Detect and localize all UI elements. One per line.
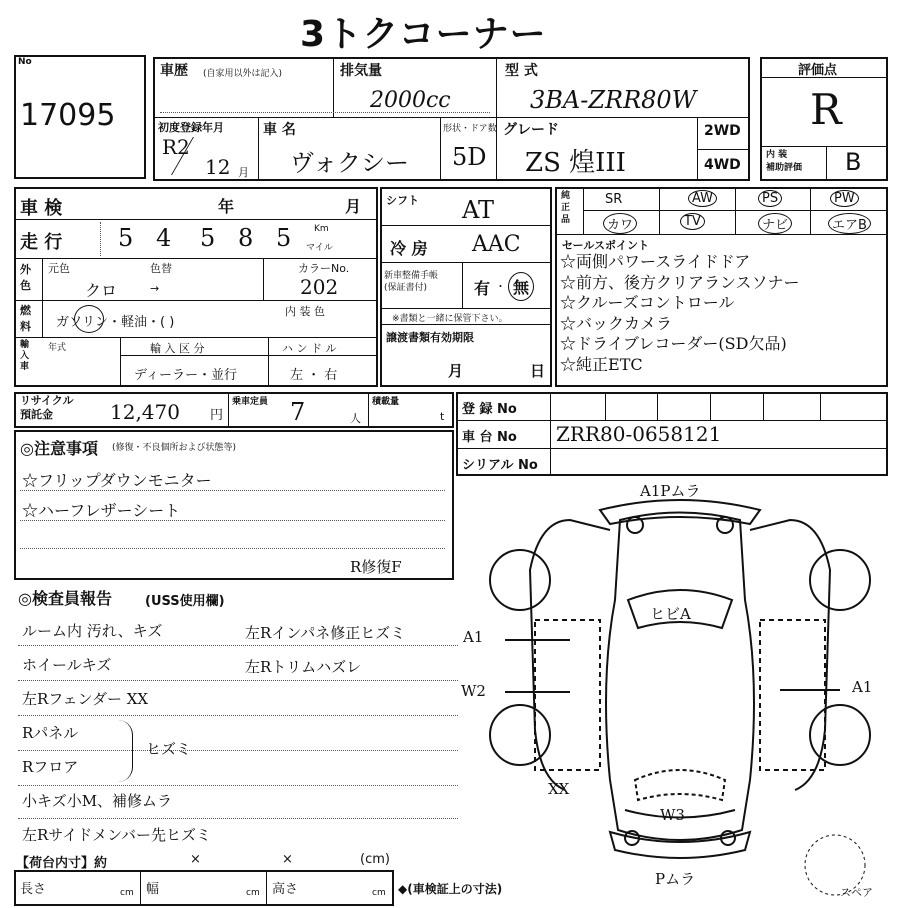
equip-pw: PW — [830, 190, 859, 207]
drive-2wd: 2WD — [704, 123, 741, 139]
mileage-digit: 5 — [200, 224, 216, 252]
diagram-bottom-note: Pムラ — [655, 870, 696, 888]
recycle-unit: 円 — [210, 408, 224, 423]
inspector-item: ホイールキズ — [22, 656, 112, 674]
notes-repair: R修復F — [350, 558, 402, 576]
doors-value: 5D — [452, 143, 487, 171]
aircon-value: AAC — [472, 232, 521, 257]
inspector-bracket-note: ヒズミ — [146, 740, 192, 758]
car-name-label: 車 名 — [263, 122, 296, 138]
inspector-item: 小キズ小M、補修ムラ — [22, 792, 173, 810]
transfer-label: 譲渡書類有効期限 — [386, 331, 474, 344]
number-value: 17095 — [20, 98, 116, 133]
inspector-item: 左Rサイドメンバー先ヒズミ — [22, 826, 212, 844]
equip-ps: PS — [758, 190, 782, 207]
serial-label: シリアル No — [462, 458, 538, 473]
inspector-sub: (USS使用欄) — [145, 594, 225, 609]
mileage-digits — [100, 222, 300, 256]
cargo-length-label: 長さ — [20, 882, 47, 897]
notes-sub: (修復・不良個所および状態等) — [112, 443, 237, 453]
diagram-left2: W2 — [461, 682, 486, 700]
drive-4wd: 4WD — [704, 157, 741, 173]
mileage-digit: 8 — [238, 224, 254, 252]
car-diagram — [460, 480, 899, 900]
shift-label: シフト — [386, 194, 419, 207]
mileage-digit: 5 — [276, 224, 292, 252]
handle-value: 左 ・ 右 — [290, 368, 338, 383]
diagram-right1: A1 — [852, 678, 873, 696]
grade-label: グレード — [503, 122, 559, 138]
history-label: 車歴 — [160, 63, 188, 79]
equip-tv: TV — [680, 213, 705, 230]
service-book-label: 新車整備手帳 (保証書付) — [384, 271, 439, 293]
sales-point-item: ☆ドライブレコーダー(SD欠品) — [560, 334, 787, 353]
service-book-note: ※書類と一緒に保管下さい。 — [392, 314, 508, 324]
chassis-label: 車 台 No — [462, 430, 517, 445]
first-reg-month: 12 — [205, 155, 231, 179]
notes-label: ◎注意事項 — [20, 439, 98, 458]
diagram-xx: XX — [548, 780, 570, 798]
cargo-height-label: 高さ — [272, 882, 299, 897]
sales-point-item: ☆純正ETC — [560, 354, 643, 374]
color-arrow: → — [150, 282, 160, 295]
history-sub: (自家用以外は記入) — [203, 69, 283, 79]
inspector-label: ◎検査員報告 — [18, 589, 112, 608]
first-reg-label: 初度登録年月 — [158, 121, 224, 134]
cargo-arrow-note: ◆(車検証上の寸法) — [398, 882, 503, 896]
transfer-day: 日 — [530, 362, 546, 380]
import-cat-label: 輸 入 区 分 — [150, 342, 205, 355]
inspector-item: Rフロア — [22, 758, 79, 776]
diagram-w3: W3 — [660, 806, 685, 824]
inspector-right-item: 左Rトリムハズレ — [245, 658, 362, 676]
color-orig-value: クロ — [85, 281, 118, 300]
sales-points-label: セールスポイント — [562, 239, 650, 252]
first-reg-year: R2 — [162, 135, 190, 159]
fuel-options: ガソリン・軽油・( ) — [56, 315, 175, 330]
capacity-value: 7 — [290, 398, 306, 426]
number-label: No — [18, 57, 32, 67]
car-name-value: ヴォクシー — [290, 149, 410, 177]
equip-sr: SR — [605, 192, 623, 207]
service-book-sep: ・ — [495, 280, 506, 293]
shift-value: AT — [462, 196, 495, 224]
inspector-item: ルーム内 汚れ、キズ — [22, 622, 163, 640]
model-label: 型 式 — [505, 63, 538, 79]
notes-item: ☆フリップダウンモニター — [22, 471, 212, 490]
grade-value: ZS 煌III — [525, 148, 626, 178]
interior-rating-label: 内 装 補助評価 — [766, 150, 803, 173]
load-unit: t — [440, 410, 445, 423]
cargo-box — [14, 870, 394, 906]
model-value: 3BA-ZRR80W — [530, 86, 697, 114]
cargo-height-cm: cm — [372, 888, 386, 898]
load-label: 積載量 — [372, 397, 400, 407]
cargo-unit: (cm) — [360, 852, 390, 867]
handle-label: ハ ン ド ル — [282, 342, 337, 355]
cargo-label: 【荷台内寸】約 — [16, 856, 108, 871]
recycle-value: 12,470 — [110, 400, 180, 424]
diagram-spare: スペア — [840, 886, 873, 899]
color-orig-label: 元色 — [48, 262, 70, 275]
sales-point-item: ☆両側パワースライドドア — [560, 252, 751, 271]
fuel-side-label: 燃 料 — [20, 304, 31, 333]
equipment-side-label: 純 正 品 — [561, 191, 571, 225]
color-change-label: 色替 — [150, 262, 172, 275]
rating-label: 評価点 — [798, 63, 838, 78]
diagram-top-note: A1Pムラ — [640, 482, 701, 500]
color-code-label: カラーNo. — [298, 262, 350, 275]
sales-points-list — [560, 252, 885, 375]
equip-leather: カワ — [603, 213, 637, 234]
capacity-label: 乗車定員 — [232, 397, 269, 407]
service-book-no: 無 — [508, 272, 534, 301]
sales-point-item: ☆バックカメラ — [560, 313, 673, 333]
sales-point-item: ☆クルーズコントロール — [560, 293, 735, 312]
inspection-year: 年 — [218, 197, 235, 216]
mileage-label: 走 行 — [20, 232, 63, 253]
cargo-x2: × — [282, 852, 293, 867]
aircon-label: 冷 房 — [390, 239, 428, 258]
inspection-month: 月 — [345, 197, 362, 216]
interior-rating-value: B — [845, 148, 862, 176]
cargo-width-label: 幅 — [146, 882, 160, 897]
sales-point-item: ☆前方、後方クリアランスソナー — [560, 272, 800, 292]
cargo-width-cm: cm — [246, 888, 260, 898]
recycle-label: リサイクル 預託金 — [20, 394, 74, 421]
first-reg-month-unit: 月 — [238, 166, 249, 179]
interior-color-label: 内 装 色 — [285, 305, 325, 318]
color-code-value: 202 — [300, 275, 339, 299]
import-year-label: 年式 — [48, 343, 67, 353]
notes-item: ☆ハーフレザーシート — [22, 501, 181, 520]
cargo-x1: × — [190, 852, 201, 867]
registration-label: 登 録 No — [462, 402, 517, 417]
mileage-digit: 5 — [118, 224, 134, 252]
doors-label: 形状・ドア数 — [443, 124, 497, 134]
mileage-unit-km: Km — [314, 224, 329, 234]
inspection-label: 車 検 — [20, 198, 63, 219]
transfer-month: 月 — [448, 362, 464, 380]
inspector-right-item: 左Rインパネ修正ヒズミ — [245, 624, 406, 642]
inspector-item: Rパネル — [22, 724, 79, 742]
chassis-value: ZRR80-0658121 — [556, 422, 722, 446]
import-cat-value: ディーラー・並行 — [134, 368, 237, 383]
cargo-length-cm: cm — [120, 888, 134, 898]
mileage-digit: 4 — [156, 224, 172, 252]
inspector-item: 左Rフェンダー XX — [22, 690, 149, 708]
displacement-label: 排気量 — [340, 63, 382, 79]
diagram-roof-note: ヒビA — [650, 605, 691, 623]
equip-aw: AW — [688, 190, 717, 207]
capacity-unit: 人 — [350, 412, 361, 425]
displacement-value: 2000cc — [370, 88, 451, 113]
service-book-yes: 有 — [474, 279, 491, 298]
color-side-label: 外 色 — [20, 263, 31, 292]
equip-navi: ナビ — [758, 213, 792, 234]
diagram-left1: A1 — [463, 628, 484, 646]
mileage-unit-mile: マイル — [306, 243, 333, 253]
page-title: 3トクコーナー — [300, 14, 547, 55]
equip-airbag: エアB — [828, 213, 871, 234]
rating-value: R — [810, 85, 842, 134]
import-side-label: 輸 入 車 — [20, 340, 30, 372]
